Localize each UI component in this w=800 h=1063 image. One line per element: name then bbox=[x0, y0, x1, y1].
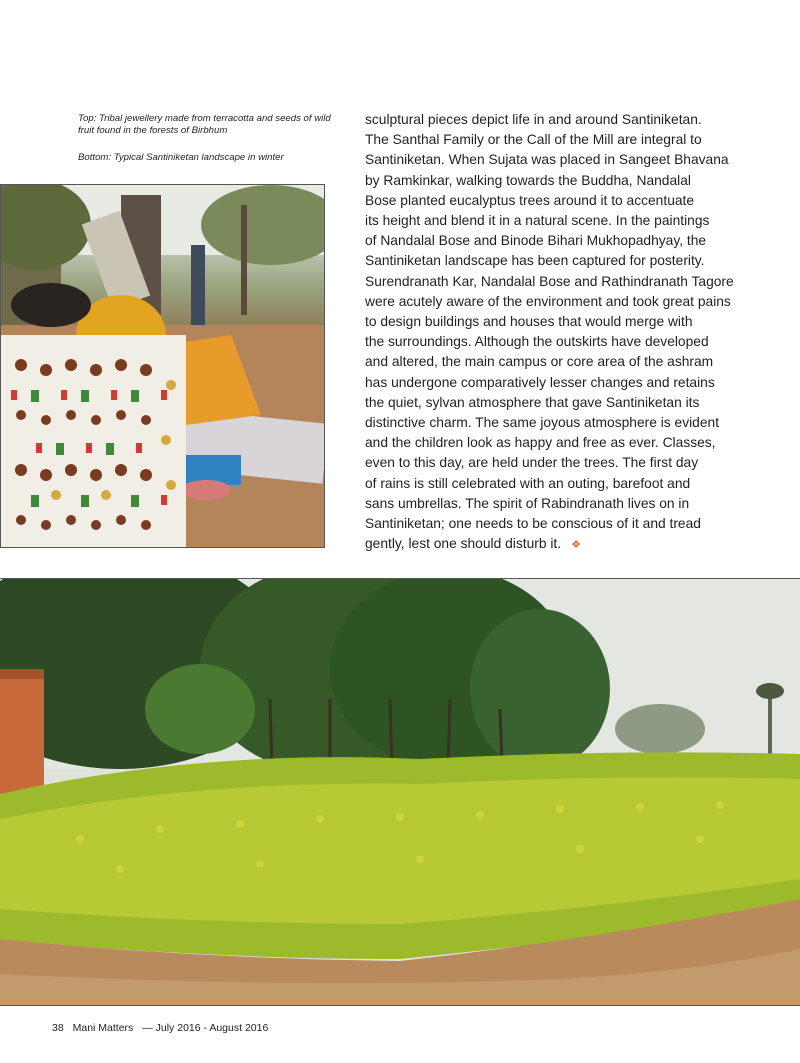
article-line: by Ramkinkar, walking towards the Buddha, Nandalal bbox=[365, 172, 691, 188]
article-line: The Santhal Family or the Call of the Mill are integral to bbox=[365, 132, 702, 148]
article-line: the surroundings. Although the outskirts have developed bbox=[365, 334, 709, 350]
article-line: even to this day, are held under the trees. The first day bbox=[365, 455, 699, 471]
article-line: sculptural pieces depict life in and around Santiniketan. bbox=[365, 112, 702, 127]
article-line: Bose planted eucalyptus trees around it to accentuate bbox=[365, 192, 695, 208]
caption-top: Top: Tribal jewellery made from terracotta and seeds of wild fruit found in the forests of Birbhum bbox=[78, 113, 331, 136]
tribal-jewellery-illustration bbox=[1, 185, 325, 548]
article-line: of rains is still celebrated with an outing, barefoot and bbox=[365, 475, 691, 491]
article-line: and the children look as happy and free as ever. Classes, bbox=[365, 435, 716, 451]
article-line: were acutely aware of the environment and took great pains bbox=[365, 293, 731, 309]
publication-name: Mani Matters bbox=[72, 1022, 134, 1034]
photo-captions bbox=[78, 113, 340, 179]
santiniketan-landscape-photo bbox=[0, 578, 800, 1006]
article-body bbox=[365, 110, 737, 555]
article-line: has undergone comparatively lesser changes and retains bbox=[365, 374, 715, 390]
article-line: the quiet, sylvan atmosphere that gave Santiniketan its bbox=[365, 394, 700, 410]
issue-dates: — July 2016 - August 2016 bbox=[142, 1022, 269, 1034]
article-line: distinctive charm. The same joyous atmosphere is evident bbox=[365, 415, 720, 431]
article-line: its height and blend it in a natural scene. In the paintings bbox=[365, 213, 710, 229]
article-line: Santiniketan landscape has been captured for posterity. bbox=[365, 253, 705, 269]
page-footer bbox=[52, 1022, 274, 1034]
landscape-illustration bbox=[0, 579, 800, 1006]
article-line: of Nandalal Bose and Binode Bihari Mukhopadhyay, the bbox=[365, 233, 707, 249]
article-line: gently, lest one should disturb it. bbox=[365, 536, 562, 552]
article-line: Santiniketan; one needs to be conscious of it and tread bbox=[365, 516, 701, 532]
page-number: 38 bbox=[52, 1022, 64, 1034]
article-line: to design buildings and houses that would merge with bbox=[365, 314, 693, 330]
end-of-article-icon: ❖ bbox=[571, 539, 581, 552]
article-line: Surendranath Kar, Nandalal Bose and Rathindranath Tagore bbox=[365, 273, 734, 289]
caption-bottom: Bottom: Typical Santiniketan landscape in winter bbox=[78, 152, 284, 163]
article-line: and altered, the main campus or core area of the ashram bbox=[365, 354, 714, 370]
article-line: sans umbrellas. The spirit of Rabindranath lives on in bbox=[365, 495, 690, 511]
tribal-jewellery-photo bbox=[0, 184, 325, 548]
article-last-line bbox=[365, 534, 737, 555]
article-line: Santiniketan. When Sujata was placed in Sangeet Bhavana bbox=[365, 152, 729, 168]
